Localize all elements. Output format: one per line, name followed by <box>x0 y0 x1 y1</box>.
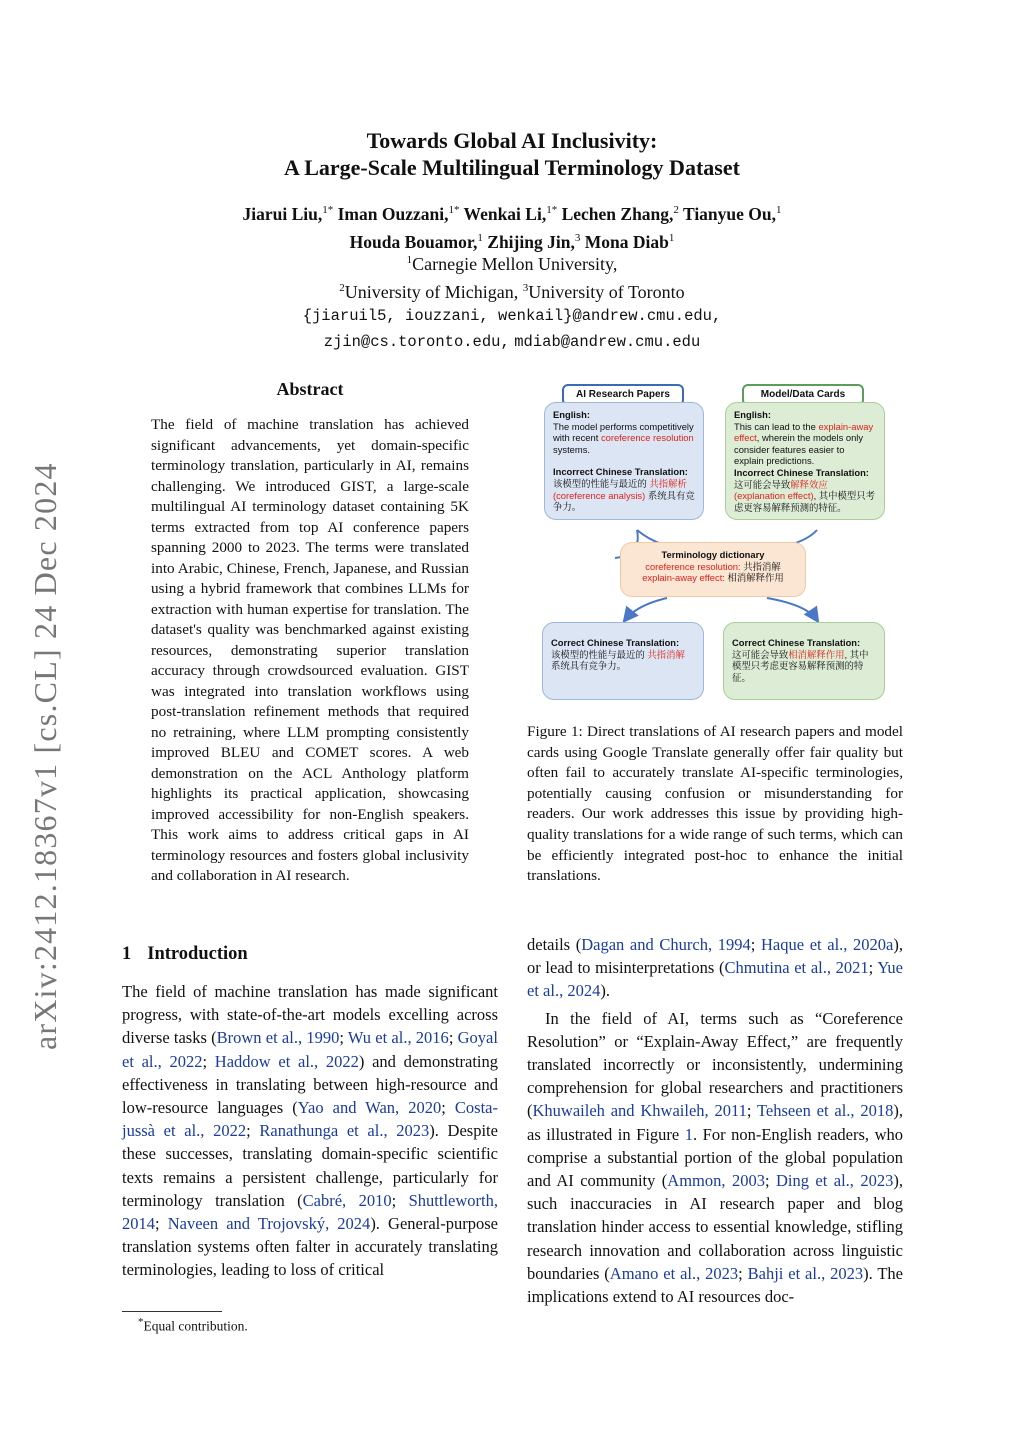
sep: ; <box>750 935 761 954</box>
author-name: Houda Bouamor, <box>349 231 478 252</box>
sep: ; <box>738 1263 748 1283</box>
term: 解释效应 (explanation effect) <box>734 478 828 502</box>
affiliation-line-2 <box>0 276 1024 304</box>
label: Correct Chinese Translation: <box>551 637 680 648</box>
citation-ranathunga[interactable]: Ranathunga et al., 2023 <box>259 1121 430 1141</box>
citation-dagan[interactable]: Dagan and Church, 1994 <box>581 935 751 954</box>
abstract-text: The field of machine translation has achieved significant advancements, yet domain-specific terminology translation, particularly in AI, remains challenging. We introduced GIST, a large-scale multilingual AI terminology dataset containing 5K terms extracted from top AI conference papers spanning 2000 to 2023. The terms were translated into Arabic, Chinese, French, Japanese, and Russian using a hybrid framework that combines LLMs for extraction with human expertise for translation. The dataset's quality was benchmarked against existing resources, demonstrating superior translation accuracy through crowdsourced evaluation. GIST was integrated into translation workflows using post-translation refinement methods that required no retraining, where LLM prompting consistently improved BLEU and COMET scores. A web demonstration on the ACL Anthology platform highlights its practical application, showcasing improved accessibility for non-English speakers. This work aims to address critical gaps in AI terminology resources and fosters global inclusivity and collaboration in AI research. <box>151 416 469 884</box>
citation-bahji[interactable]: Bahji et al., 2023 <box>747 1263 864 1283</box>
citation-yue[interactable]: Yue et al., 2024 <box>527 958 904 1001</box>
citation-ammon[interactable]: Ammon, 2003 <box>667 1171 765 1191</box>
footnote-mark: * <box>138 1316 144 1328</box>
text-run: ). Despite these successes, translating domain-specific scientific texts remains a persistent challenge, particularly for terminology translation ( <box>122 1121 498 1210</box>
text-run: ). <box>600 981 610 1001</box>
abstract-heading: Abstract <box>276 379 344 399</box>
footnote-text: Equal contribution. <box>143 1318 248 1334</box>
citation-yao[interactable]: Yao and Wan, 2020 <box>297 1098 442 1118</box>
text-run: ). The implications extend to AI resources doc- <box>527 1263 903 1307</box>
author-list <box>0 198 1024 254</box>
citation-goyal[interactable]: Goyal et al., 2022 <box>122 1028 498 1071</box>
english-text <box>734 421 876 467</box>
term: explain-away effect: <box>642 572 725 584</box>
sep: ; <box>391 1190 409 1210</box>
citation-costa[interactable]: Costa-jussà et al., 2022 <box>122 1098 498 1141</box>
author-affil-sup: 1* <box>448 204 460 216</box>
affiliation-line-1 <box>0 248 1024 276</box>
author-name: Zhijing Jin, <box>487 231 575 252</box>
citation-brown[interactable]: Brown et al., 1990 <box>216 1028 340 1048</box>
citation-ding[interactable]: Ding et al., 2023 <box>775 1171 894 1191</box>
footnote-rule <box>122 1311 222 1312</box>
citation-tehseen[interactable]: Tehseen et al., 2018 <box>757 1101 894 1121</box>
t: 该模型的性能与最近的 <box>553 477 650 489</box>
text-run: details ( <box>527 935 582 954</box>
label: Incorrect Chinese Translation: <box>734 466 869 478</box>
text-run: ). General-purpose translation systems often falter in accurately translating terminologies, leading to loss of critical <box>122 1214 498 1280</box>
t: 该模型的性能与最近的 <box>551 648 648 660</box>
affiliations <box>0 248 1024 354</box>
author-affil-sup: 1 <box>776 204 782 216</box>
email-zjin: zjin@cs.toronto.edu, <box>323 333 510 351</box>
header-model-data-cards: Model/Data Cards <box>742 384 864 406</box>
author-name: Iman Ouzzani, <box>337 203 449 224</box>
title-line-1: Towards Global AI Inclusivity: <box>366 128 658 153</box>
term: 相消解释作用 <box>788 648 845 660</box>
box-paper-correct <box>542 622 704 700</box>
box-paper-incorrect <box>544 402 704 520</box>
author-affil-sup: 1* <box>322 204 334 216</box>
label: English: <box>553 409 590 420</box>
email-line-2 <box>0 328 1024 354</box>
t: systems. <box>553 443 590 455</box>
label: Incorrect Chinese Translation: <box>553 466 688 478</box>
sep: ; <box>868 958 878 978</box>
intro-paragraph-1-cont <box>527 933 903 1003</box>
citation-haque[interactable]: Haque et al., 2020a <box>760 935 894 954</box>
citation-wu[interactable]: Wu et al., 2016 <box>347 1028 449 1048</box>
sep: ; <box>155 1214 168 1234</box>
dict-entry-1 <box>629 561 797 573</box>
sep: ; <box>246 1121 260 1141</box>
t: 这可能会导致 <box>732 648 789 660</box>
sep: ; <box>746 1101 757 1121</box>
box-terminology-dictionary <box>620 542 806 597</box>
text-run: ) and demonstrating effectiveness in translating between high-resource and low-resource languages ( <box>122 1051 498 1118</box>
title-line-2: A Large-Scale Multilingual Terminology Dataset <box>284 155 740 180</box>
english-text <box>553 421 695 456</box>
citation-naveen[interactable]: Naveen and Trojovský, 2024 <box>167 1214 371 1234</box>
label: Correct Chinese Translation: <box>732 637 861 648</box>
box-card-incorrect <box>725 402 885 520</box>
affil-umich: University of Michigan, <box>344 282 523 302</box>
footnote <box>138 1316 248 1335</box>
correct-text <box>732 649 876 684</box>
t: , wherein the models only consider features easier to explain predictions. <box>734 432 864 467</box>
text-run: ), or lead to misinterpretations ( <box>527 935 903 978</box>
sep: ; <box>202 1051 215 1071</box>
email-mdiab: mdiab@andrew.cmu.edu <box>514 333 701 351</box>
paper-title <box>0 127 1024 181</box>
author-affil-sup: 1 <box>668 231 675 244</box>
sep: ; <box>339 1028 348 1048</box>
term: coreference resolution <box>600 432 694 444</box>
sep: ; <box>441 1098 455 1118</box>
author-affil-sup: 1* <box>546 204 558 216</box>
citation-haddow[interactable]: Haddow et al., 2022 <box>214 1051 359 1071</box>
author-affil-sup: 3 <box>574 231 581 244</box>
citation-amano[interactable]: Amano et al., 2023 <box>609 1263 739 1283</box>
box-card-correct <box>723 622 885 700</box>
t: 系统具有竞争力。 <box>553 489 695 513</box>
term: coreference resolution: <box>645 560 741 572</box>
correct-text <box>551 649 695 672</box>
affil-utoronto: University of Toronto <box>528 282 685 302</box>
citation-chmutina[interactable]: Chmutina et al., 2021 <box>724 958 869 978</box>
figure-1-link[interactable]: 1 <box>684 1124 693 1144</box>
text-run: ), as illustrated in Figure <box>527 1101 903 1144</box>
text-run: In the field of AI, terms such as “Coreference Resolution” or “Explain-Away Effect,” are frequently translated incorrectly or inconsistently, undermining comprehension for global researchers and practitioners ( <box>527 1008 903 1121</box>
affil-sup: 3 <box>522 282 529 294</box>
figure-1-caption: Figure 1: Direct translations of AI research papers and model cards using Google Translate generally offer fair quality but often fail to accurately translate AI-specific terminologies, potentially causing confusion or misunderstanding for readers. Our work addresses this issue by providing high-quality translations for a wide range of such terms, which can be efficiently integrated post-hoc to enhance the initial translations. <box>527 723 903 885</box>
arrow-dict-to-left <box>625 598 667 620</box>
section-heading-introduction <box>122 944 248 965</box>
dict-title: Terminology dictionary <box>661 549 765 560</box>
header-ai-research-papers: AI Research Papers <box>562 384 684 406</box>
text-run: The field of machine translation has made significant progress, with state-of-the-art models excelling across diverse tasks ( <box>122 982 498 1048</box>
t: , 其中模型只考虑更容易解释预测的特征。 <box>734 490 876 513</box>
author-name: Tianyue Ou, <box>682 203 777 224</box>
author-name: Mona Diab <box>584 231 669 252</box>
incorrect-text <box>553 478 695 513</box>
author-name: Jiarui Liu, <box>242 203 323 224</box>
email-line-1: {jiaruil5, iouzzani, wenkail}@andrew.cmu.edu, <box>302 307 722 325</box>
intro-left-column <box>122 980 498 1282</box>
author-name: Lechen Zhang, <box>561 203 674 224</box>
intro-paragraph-2 <box>527 1007 903 1309</box>
arrow-dict-to-right <box>767 598 817 620</box>
term: 共指消解 <box>647 648 685 660</box>
author-affil-sup: 1 <box>477 231 483 244</box>
term: 共指解析 (coreference analysis) <box>553 477 687 501</box>
t: 相消解释作用 <box>724 572 784 584</box>
affil-sup: 1 <box>406 254 413 266</box>
t: , 其中模型只考虑更容易解释预测的特征。 <box>732 648 869 683</box>
section-title: Introduction <box>147 944 248 964</box>
arxiv-stamp: arXiv:2412.18367v1 [cs.CL] 24 Dec 2024 <box>27 462 63 1050</box>
author-affil-sup: 2 <box>673 204 679 216</box>
citation-khuwaileh[interactable]: Khuwaileh and Khwaileh, 2011 <box>532 1101 747 1121</box>
t: 系统具有竞争力。 <box>551 660 627 672</box>
t: This can lead to the <box>734 420 819 432</box>
intro-right-column <box>527 933 903 1308</box>
text-run: . For non-English readers, who comprise a substantial portion of the global population and AI community ( <box>527 1124 903 1191</box>
sep: ; <box>764 1171 776 1191</box>
t: The model performs competitively with recent <box>553 420 694 444</box>
affil-sup: 2 <box>339 282 345 294</box>
t: 共指消解 <box>740 560 781 572</box>
term: explain-away effect <box>734 420 874 444</box>
author-name: Wenkai Li, <box>463 203 547 224</box>
affil-cmu: Carnegie Mellon University, <box>412 254 618 274</box>
author-line-1 <box>0 198 1024 226</box>
citation-shuttleworth[interactable]: Shuttleworth, 2014 <box>122 1190 498 1234</box>
dict-entry-2 <box>629 572 797 584</box>
label: English: <box>734 409 771 420</box>
sep: ; <box>448 1028 458 1048</box>
citation-cabre[interactable]: Cabré, 2010 <box>302 1190 392 1210</box>
text-run: ), such inaccuracies in AI research paper and blog translation hinder access to essential knowledge, stifling research innovation and collaboration across linguistic boundaries ( <box>527 1171 903 1283</box>
section-number: 1 <box>122 944 132 964</box>
incorrect-text <box>734 479 876 514</box>
intro-paragraph-1 <box>122 980 498 1282</box>
t: 这可能会导致 <box>734 478 791 490</box>
